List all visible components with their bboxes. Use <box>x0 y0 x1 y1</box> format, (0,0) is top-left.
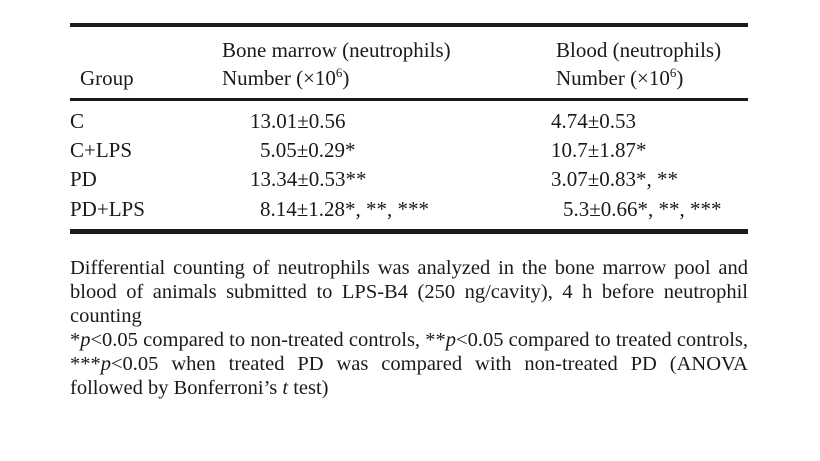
row-2-bone-marrow: 5.05±0.29* <box>260 138 356 162</box>
footnote-test-t: t <box>282 377 289 399</box>
table-footnote <box>70 256 748 400</box>
row-3-blood: 3.07±0.83*, ** <box>551 167 679 191</box>
header-bone-marrow-unit-suffix: ) <box>342 66 350 90</box>
footnote-sig1-text: <0.05 compared to non-treated controls, <box>90 329 426 351</box>
row-4-bone-marrow: 8.14±1.28*, **, *** <box>260 197 430 221</box>
header-bone-marrow-unit-prefix: Number (×10 <box>222 66 336 90</box>
row-4-group: PD+LPS <box>70 197 145 221</box>
footnote-sig1-stars: * <box>70 329 81 351</box>
row-3-bone-marrow: 13.34±0.53** <box>250 167 367 191</box>
row-4-blood: 5.3±0.66*, **, *** <box>563 197 722 221</box>
row-2-group: C+LPS <box>70 138 133 162</box>
header-bone-marrow-unit <box>222 66 349 90</box>
header-blood-exponent: 6 <box>669 65 677 80</box>
footnote-sig2-text: <0.05 compared to treated controls, <box>456 329 748 351</box>
header-bone-marrow-title: Bone marrow (neutrophils) <box>222 38 451 62</box>
header-blood-unit-prefix: Number (×10 <box>556 66 670 90</box>
footnote-sig3-text: <0.05 when treated PD was compared with non-treated PD (ANOVA followed by Bonferroni’s <box>70 353 748 399</box>
footnote-sig3-p: p <box>100 353 111 375</box>
footnote-test-suffix: test) <box>288 377 329 399</box>
footnote-sig2-p: p <box>445 329 457 351</box>
row-1-bone-marrow: 13.01±0.56 <box>250 109 346 133</box>
footnote-significance <box>70 328 748 400</box>
table-header-rule <box>70 98 748 101</box>
header-bone-marrow-exponent: 6 <box>335 65 343 80</box>
row-3-group: PD <box>70 167 97 191</box>
header-blood-title: Blood (neutrophils) <box>556 38 722 62</box>
table-top-rule <box>70 23 748 27</box>
row-1-blood: 4.74±0.53 <box>551 109 637 133</box>
row-2-blood: 10.7±1.87* <box>551 138 647 162</box>
row-1-group: C <box>70 109 85 133</box>
header-blood-unit-suffix: ) <box>676 66 684 90</box>
footnote-sig2-stars: ** <box>425 329 446 351</box>
header-blood-unit <box>556 66 683 90</box>
footnote-description: Differential counting of neutrophils was analyzed in the bone marrow pool and blood of animals submitted to LPS-B4 (250 ng/cavity), 4 h before neutrophil counting <box>70 257 748 327</box>
header-group: Group <box>80 66 134 90</box>
footnote-sig3-stars: *** <box>70 353 101 375</box>
table-bottom-rule <box>70 229 748 234</box>
footnote-sig1-p: p <box>80 329 91 351</box>
